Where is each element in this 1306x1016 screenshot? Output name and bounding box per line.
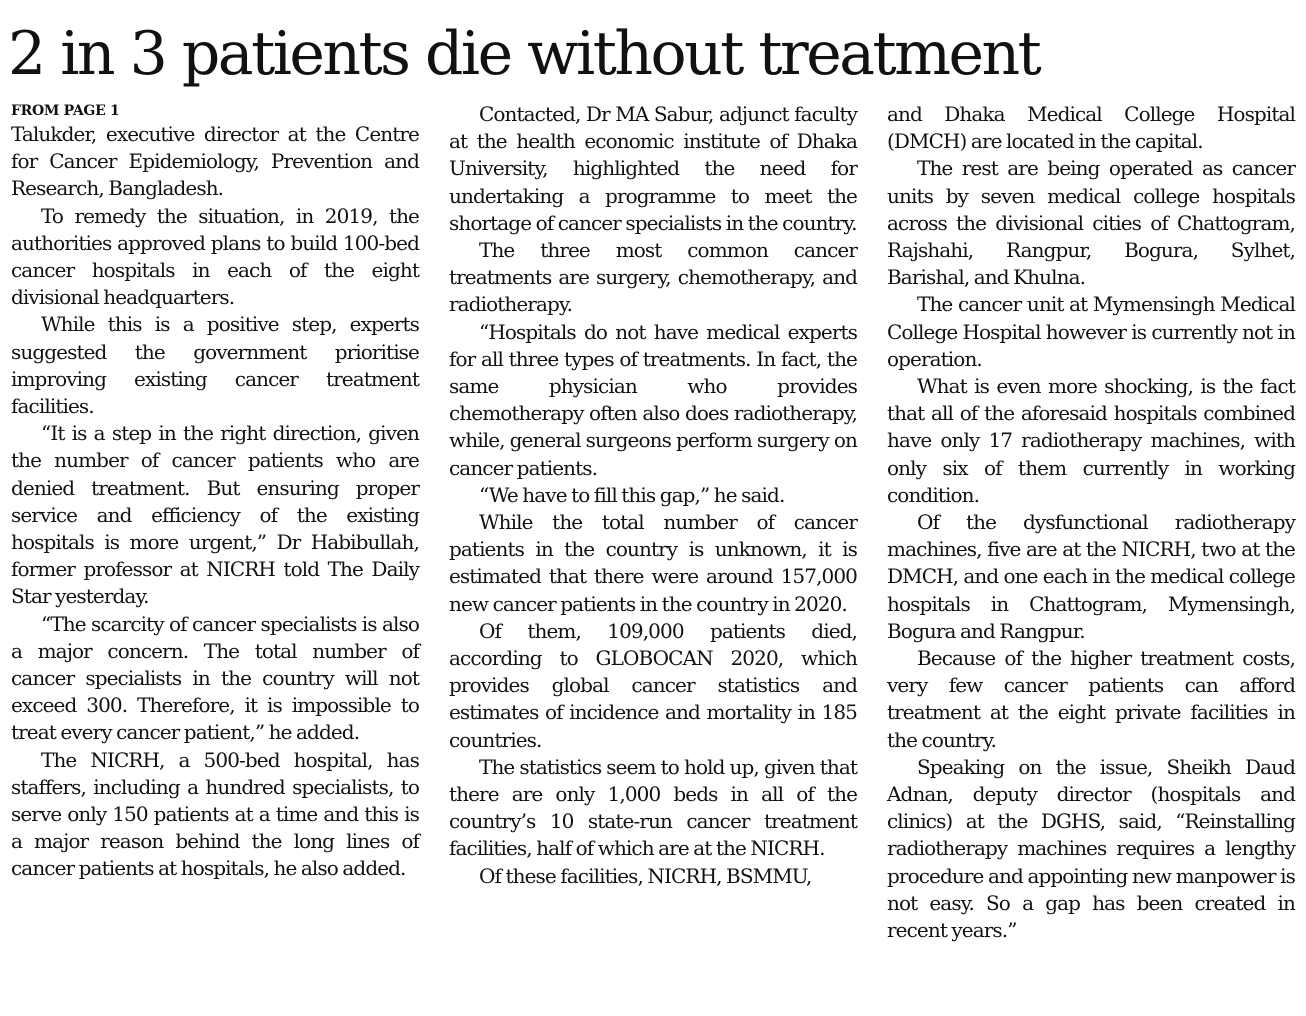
article-paragraph: Speaking on the issue, Sheikh Daud Adnan, deputy director (hospitals and clinics) at the DGHS, said, “Reinstalling radiotherapy machines requires a lengthy procedure and appointing new manpower is not easy. So a gap has been created in recent years.” <box>887 754 1295 943</box>
jump-line-kicker: FROM PAGE 1 <box>11 103 120 119</box>
article-paragraph: The statistics seem to hold up, given that there are only 1,000 beds in all of the country’s 10 state-run cancer treatment facilities, half of which are at the NICRH. <box>449 754 857 861</box>
article-column-3 <box>887 101 1295 944</box>
article-paragraph: The rest are being operated as cancer units by seven medical college hospitals across the divisional cities of Chattogram, Rajshahi, Rangpur, Bogura, Sylhet, Barishal, and Khulna. <box>887 156 1295 290</box>
article-paragraph: Of them, 109,000 patients died, according to GLOBOCAN 2020, which provides global cancer statistics and estimates of incidence and mortality in 185 countries. <box>449 618 857 752</box>
article-paragraph: While the total number of cancer patients in the country is unknown, it is estimated that there were around 157,000 new cancer patients in the country in 2020. <box>449 510 857 616</box>
headline: 2 in 3 patients die without treatment <box>8 19 1040 89</box>
article-paragraph: Contacted, Dr MA Sabur, adjunct faculty at the health economic institute of Dhaka University, highlighted the need for undertaking a programme to meet the shortage of cancer specialists in the country. <box>449 102 857 235</box>
article-paragraph: Of these facilities, NICRH, BSMMU, <box>479 863 812 888</box>
article-paragraph: “We have to fill this gap,” he said. <box>479 482 785 507</box>
article-paragraph: and Dhaka Medical College Hospital (DMCH) are located in the capital. <box>887 102 1295 154</box>
article-column-1 <box>11 101 419 883</box>
article-paragraph: The NICRH, a 500-bed hospital, has staffers, including a hundred specialists, to serve only 150 patients at a time and this is a major reason behind the long lines of cancer patients at hospitals, he also added. <box>11 747 419 881</box>
article-paragraph: “The scarcity of cancer specialists is also a major concern. The total number of cancer specialists in the country will not exceed 300. Therefore, it is impossible to treat every cancer patient,” he added. <box>11 611 419 745</box>
article-paragraph: Because of the higher treatment costs, very few cancer patients can afford treatment at the eight private facilities in the country. <box>887 646 1295 752</box>
article-paragraph: “It is a step in the right direction, given the number of cancer patients who are denied treatment. But ensuring proper service and efficiency of the existing hospitals is more urgent,” Dr Habibullah, former professor at NICRH told The Daily Star yesterday. <box>11 421 419 609</box>
article-paragraph: To remedy the situation, in 2019, the authorities approved plans to build 100-bed cancer hospitals in each of the eight divisional headquarters. <box>11 203 419 310</box>
article-paragraph: What is even more shocking, is the fact that all of the aforesaid hospitals combined have only 17 radiotherapy machines, with only six of them currently in working condition. <box>887 374 1295 507</box>
kicker-spacer <box>11 101 419 121</box>
article-paragraph: The cancer unit at Mymensingh Medical College Hospital however is currently not in operation. <box>887 292 1295 371</box>
article-paragraph: Talukder, executive director at the Centre for Cancer Epidemiology, Prevention and Research, Bangladesh. <box>11 122 419 201</box>
article-paragraph: Of the dysfunctional radiotherapy machines, five are at the NICRH, two at the DMCH, and one each in the medical college hospitals in Chattogram, Mymensingh, Bogura and Rangpur. <box>887 510 1295 643</box>
article-column-2 <box>449 101 857 890</box>
article-paragraph: The three most common cancer treatments are surgery, chemotherapy, and radiotherapy. <box>449 238 857 317</box>
article-paragraph: “Hospitals do not have medical experts for all three types of treatments. In fact, the same physician who provides chemotherapy often also does radiotherapy, while, general surgeons perform surgery on cancer patients. <box>449 319 857 480</box>
article-paragraph: While this is a positive step, experts suggested the government prioritise improving existing cancer treatment facilities. <box>11 312 419 419</box>
